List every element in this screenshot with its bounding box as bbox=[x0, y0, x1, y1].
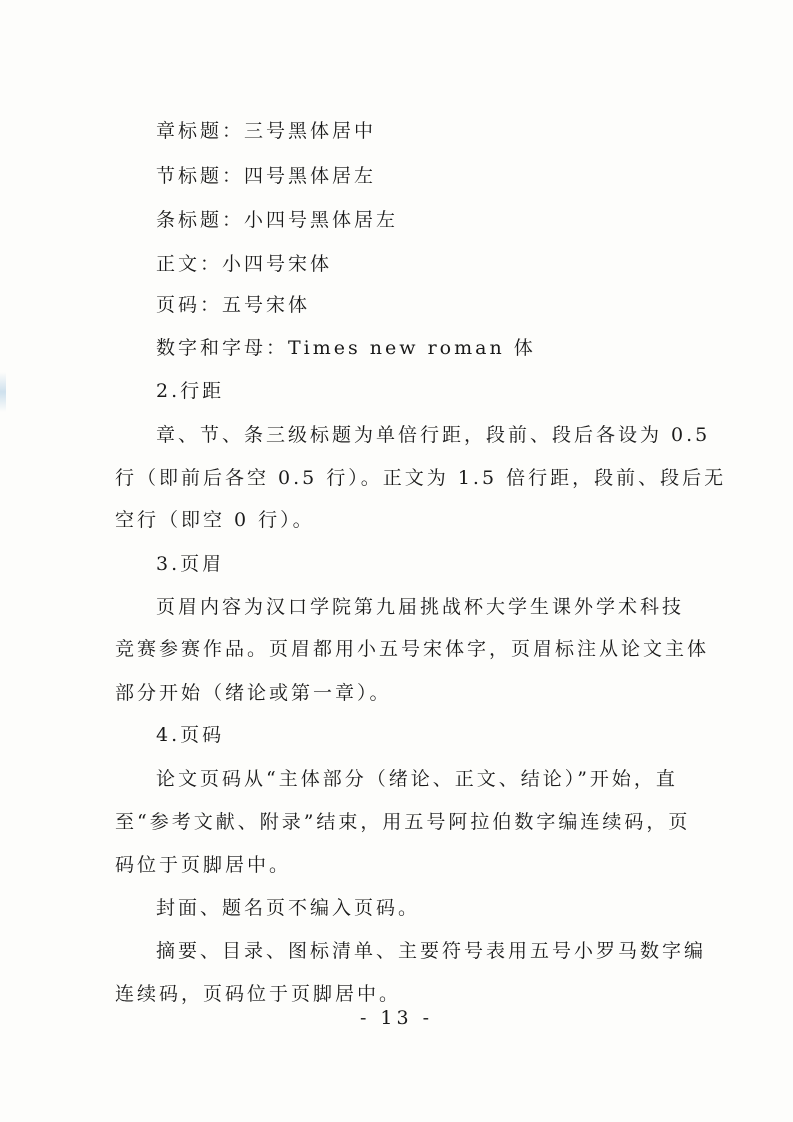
paragraph-line: 摘要、目录、图标清单、主要符号表用五号小罗马数字编 bbox=[156, 940, 707, 962]
paragraph-line: 部分开始（绪论或第一章）。 bbox=[115, 682, 392, 704]
format-item-section-title: 节标题：四号黑体居左 bbox=[156, 165, 377, 187]
paragraph-line: 论文页码从“主体部分（绪论、正文、结论）”开始，直 bbox=[156, 768, 678, 790]
format-item-digits-letters: 数字和字母：Times new roman 体 bbox=[156, 337, 536, 359]
paragraph-line: 至“参考文献、附录”结束，用五号阿拉伯数字编连续码，页 bbox=[115, 811, 691, 833]
page-number: - 13 - bbox=[359, 1007, 434, 1029]
format-item-chapter-title: 章标题：三号黑体居中 bbox=[156, 120, 377, 142]
paragraph-line: 空行（即空 0 行）。 bbox=[115, 509, 315, 531]
paragraph-line: 码位于页脚居中。 bbox=[115, 854, 292, 876]
section-heading-page-numbering: 4.页码 bbox=[156, 724, 225, 746]
paragraph-line: 竞赛参赛作品。页眉都用小五号宋体字，页眉标注从论文主体 bbox=[115, 638, 710, 660]
cover-note: 封面、题名页不编入页码。 bbox=[156, 897, 421, 919]
format-item-clause-title: 条标题：小四号黑体居左 bbox=[156, 209, 399, 231]
paragraph-line: 页眉内容为汉口学院第九届挑战杯大学生课外学术科技 bbox=[156, 596, 685, 618]
format-item-body-text: 正文：小四号宋体 bbox=[156, 253, 333, 275]
paragraph-line: 连续码，页码位于页脚居中。 bbox=[115, 983, 402, 1005]
format-item-page-number: 页码：五号宋体 bbox=[156, 294, 311, 316]
paragraph-line: 行（即前后各空 0.5 行）。正文为 1.5 倍行距，段前、段后无 bbox=[115, 467, 727, 489]
section-heading-line-spacing: 2.行距 bbox=[156, 380, 225, 402]
section-heading-header: 3.页眉 bbox=[156, 553, 225, 575]
paragraph-line: 章、节、条三级标题为单倍行距，段前、段后各设为 0.5 bbox=[156, 424, 711, 446]
scan-artifact bbox=[0, 372, 6, 412]
